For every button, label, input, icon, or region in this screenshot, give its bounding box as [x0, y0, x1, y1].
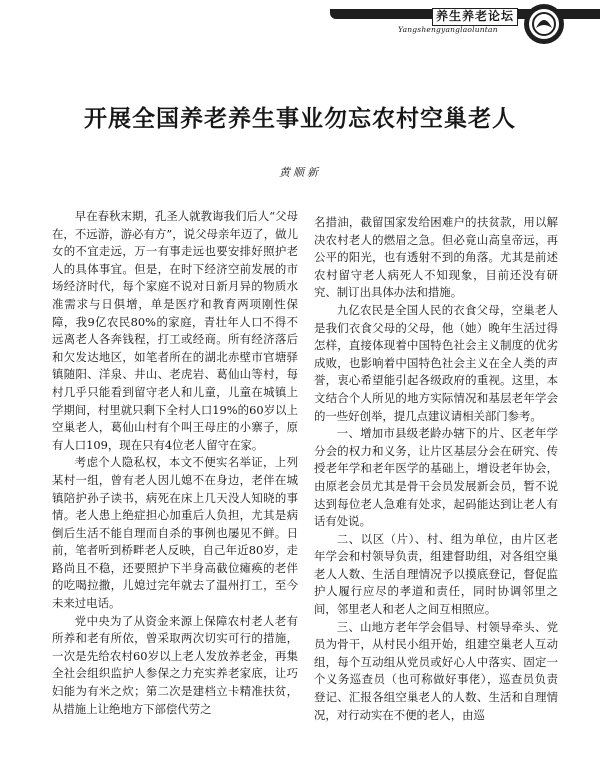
paragraph: 党中央为了从资金来源上保障农村老人老有所养和老有所依，曾采取两次切实可行的措施，一次是先给农村60岁以上老人发放养老金，再集全社会组织监护人参保之力充实养老家底，让巧妇能为有米之炊；第二次是建档立卡精准扶贫，从措施上让绝地方下部偿代劳之 [52, 613, 298, 716]
right-column [314, 214, 558, 724]
journal-emblem-icon [522, 2, 566, 46]
paragraph: 二、以区（片）、村、组为单位，由片区老年学会和村领导负责，组建督助组，对各组空巢老人人数、生活自理情况予以摸底登记，督促监护人履行应尽的孝道和责任，同时协调邻里之间，邻里老人和老人之间互相照应。 [314, 531, 558, 617]
paragraph: 一、增加市县级老龄办辖下的片、区老年学分会的权力和义务，让片区基层分会在研究、传授老年学和老年医学的基础上，增设老年协会，由原老会员尤其是骨干会员发展新会员，暂不说达到每位老人急难有处求，起码能达到让老人有话有处说。 [314, 426, 558, 529]
article-title: 开展全国养老养生事业勿忘农村空巢老人 [84, 106, 516, 132]
journal-banner [0, 0, 600, 46]
journal-title: 养生养老论坛 [432, 8, 518, 26]
journal-latin-title: Yangshengyanglaoluntan [398, 25, 498, 34]
left-column [52, 208, 298, 718]
paragraph: 名措油，截留国家发给困难户的扶贫款，用以解决农村老人的燃眉之急。但必竟山高皇帝远，再公平的阳光，也有透射不到的角落。尤其是前述农村留守老人病死人不知现象，目前还没有研究、制订出具体办法和措施。 [314, 215, 558, 300]
paragraph: 早在春秋末期，孔圣人就教诲我们后人“父母在，不远游，游必有方”，说父母亲年迈了，做儿女的不宜走远，万一有事走远也要安排好照护老人的具体事宜。但是，在时下经济空前发展的市场经济时代，每个家庭不说对日新月异的物质水准需求与日俱增，单是医疗和教育两项刚性保障，我9亿农民80%的家庭，青壮年人口不得不远离老人各奔钱程，打工或经商。所有经济落后和欠发达地区，如笔者所在的湖北赤壁市官塘驿镇随阳、洋泉、井山、老虎岩、葛仙山等村，每村几乎只能看到留守老人和儿童，儿童在城镇上学期间，村里就只剩下全村人口19%的60岁以上空巢老人，葛仙山村有个叫王母庄的小寨子，原有人口109，现在只有4位老人留守在家。 [52, 209, 298, 452]
paragraph: 三、山地方老年学会倡导、村领导牵头、党员为骨干，从村民小组开始，组建空巢老人互动组，每个互动组从党员或好心人中落实、固定一个义务巡查员（也可称做好事佬），巡查员负责登记、汇报各组空巢老人的人数、生活和自理情况，对行动实在不便的老人，由巡 [314, 619, 558, 722]
paragraph: 九亿农民是全国人民的衣食父母，空巢老人是我们衣食父母的父母，他（她）晚年生活过得怎样，直接体现着中国特色社会主义制度的优劣成败，也影响着中国特色社会主义在全人类的声誉，衷心希望能引起各级政府的重视。这里，本文结合个人所见的地方实际情况和基层老年学会的一些好创举，提几点建议请相关部门参考。 [314, 302, 558, 423]
article-author: 黄顺新 [279, 166, 321, 179]
paragraph: 考虑个人隐私权，本文不便实名举证，上列某村一组，曾有老人因儿媳不在身边，老伴在城镇陪护孙子读书，病死在床上几天没人知晓的事情。老人患上绝症担心加重后人负担，尤其是病倒后生活不能自理而自杀的事例也屡见不鲜。日前，笔者听到桥畔老人反映，自己年近80岁，走路尚且不稳，还要照护下半身高截位瘫痪的老伴的吃喝拉撒，儿媳过完年就去了温州打工，至今未来过电话。 [52, 455, 298, 611]
